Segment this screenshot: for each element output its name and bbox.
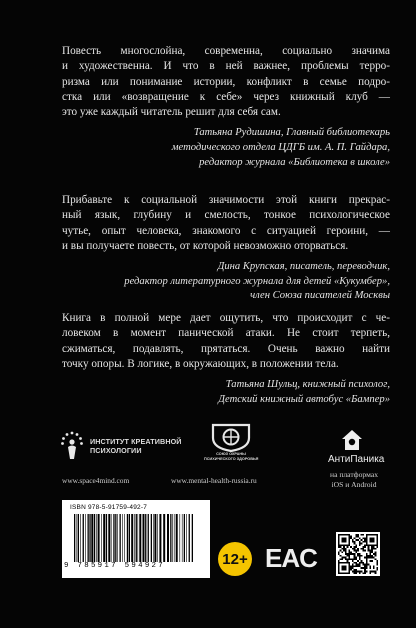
review-1: [62, 44, 390, 170]
isbn-barcode: [62, 500, 210, 578]
review-line: Прибавьте к социальной значимости этой книги прекрас-: [62, 194, 390, 206]
age-rating-badge: 12+: [218, 542, 252, 576]
shield-icon: [208, 422, 254, 452]
mental-health-name-line: СОЮЗ ОХРАНЫ: [216, 452, 246, 456]
review-line: и художественна. И что в ней важнее, проблемы терро-: [62, 60, 390, 73]
review-line: сжиматься, подавлять, прятаться. Очень важно найти: [62, 342, 390, 355]
review-2-attribution: [62, 260, 390, 304]
attribution-line: Дина Крупская, писатель, переводчик,: [217, 261, 390, 273]
attribution-line: Детский книжный автобус «Бампер»: [218, 393, 390, 405]
review-line: Книга в полной мере дает ощутить, что происходит с че-: [62, 312, 390, 324]
attribution-line: редактор журнала «Библиотека в школе»: [199, 156, 390, 168]
review-1-text: [62, 44, 390, 120]
institute-name: [90, 437, 182, 455]
review-line: чутье, опыт человека, знакомого с ситуацией героини, —: [62, 224, 390, 237]
review-line: и вы получаете повесть, от которой невозможно оторваться.: [62, 239, 349, 252]
review-3: [62, 311, 390, 407]
institute-url: www.space4mind.com: [62, 476, 130, 485]
house-icon: [340, 428, 364, 452]
antipanika-name: АнтиПаника: [328, 454, 385, 465]
review-1-attribution: [62, 126, 390, 170]
mental-health-name: [204, 452, 258, 462]
review-line: стка или «возвращение к себе» через книжный клуб —: [62, 90, 390, 103]
attribution-line: член Союза писателей Москвы: [250, 290, 390, 302]
qr-code: [336, 532, 380, 576]
review-3-text: [62, 311, 390, 372]
barcode-digits: 9 785917 594927: [64, 562, 166, 570]
barcode-bars: [74, 514, 194, 562]
review-line: это уже каждый читатель решит для себя сам.: [62, 106, 281, 119]
attribution-line: Татьяна Шульц, книжный психолог,: [225, 379, 390, 391]
attribution-line: редактор литературного журнала для детей «Кукумбер»,: [124, 275, 390, 287]
person-icon: [60, 430, 84, 460]
mental-health-name-line: ПСИХИЧЕСКОГО ЗДОРОВЬЯ: [204, 456, 259, 461]
mental-health-logo: [204, 422, 259, 464]
antipanika-platforms-line: iOS и Android: [331, 480, 377, 489]
attribution-line: Татьяна Рудишина, Главный библиотекарь: [193, 127, 390, 139]
antipanika-platforms: [316, 470, 392, 490]
antipanika-logo: [340, 428, 364, 457]
review-2: [62, 193, 390, 304]
review-3-attribution: [62, 378, 390, 407]
eac-mark: EAC: [265, 542, 317, 573]
mental-health-url: www.mental-health-russia.ru: [171, 476, 257, 485]
isbn-number: ISBN 978-5-91759-492-7: [70, 504, 148, 511]
review-line: ловеком в момент панической атаки. Не стоит терпеть,: [62, 327, 390, 340]
institute-name-line: ИНСТИТУТ КРЕАТИВНОЙ: [90, 437, 182, 446]
review-line: точку опоры. В логике, в окружающих, в положении тела.: [62, 357, 339, 370]
review-line: ризма или понимание истории, конфликт в семье подро-: [62, 75, 390, 88]
antipanika-platforms-line: на платформах: [330, 470, 378, 479]
review-line: ный язык, глубину и смелость, тонкое психологическое: [62, 209, 390, 222]
attribution-line: методического отдела ЦДГБ им. А. П. Гайдара,: [171, 142, 390, 154]
institute-name-line: ПСИХОЛОГИИ: [90, 446, 142, 455]
review-line: Повесть многослойна, современна, социально значима: [62, 45, 390, 57]
review-2-text: [62, 193, 390, 254]
